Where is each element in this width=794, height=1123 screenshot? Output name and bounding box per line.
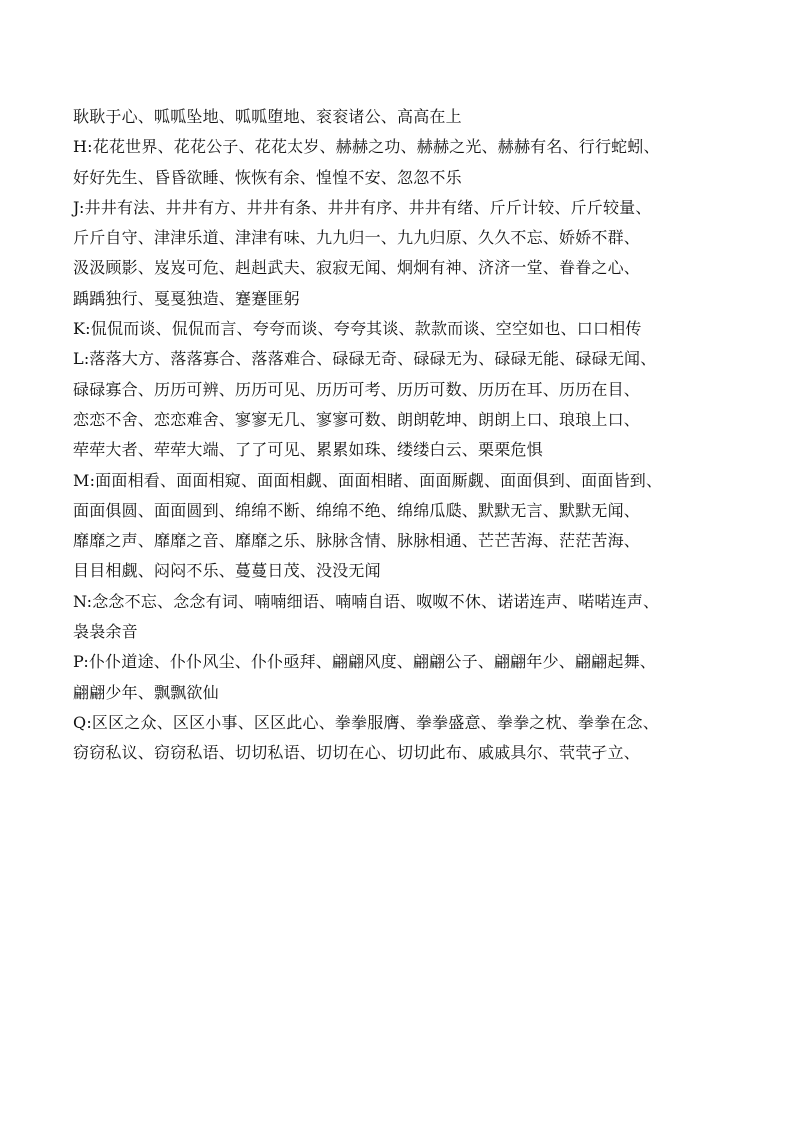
text-line: 面面俱圆、面面圆到、绵绵不断、绵绵不绝、绵绵瓜瓞、默默无言、默默无闻、 <box>73 500 641 520</box>
text-line: 汲汲顾影、岌岌可危、赳赳武夫、寂寂无闻、炯炯有神、济济一堂、眷眷之心、 <box>73 258 641 278</box>
text-line: 好好先生、昏昏欲睡、恢恢有余、惶惶不安、忽忽不乐 <box>73 167 462 187</box>
text-line: 踽踽独行、戛戛独造、蹇蹇匪躬 <box>73 288 300 308</box>
text-line: 碌碌寡合、历历可辨、历历可见、历历可考、历历可数、历历在耳、历历在目、 <box>73 379 641 399</box>
text-line: P:仆仆道途、仆仆风尘、仆仆亟拜、翩翩风度、翩翩公子、翩翩年少、翩翩起舞、 <box>73 652 656 672</box>
text-line: 翩翩少年、飘飘欲仙 <box>73 682 219 702</box>
text-line: H:花花世界、花花公子、花花太岁、赫赫之功、赫赫之光、赫赫有名、行行蛇蚓、 <box>73 137 660 157</box>
text-line: J:井井有法、井井有方、井井有条、井井有序、井井有绪、斤斤计较、斤斤较量、 <box>73 197 652 217</box>
text-line: 荦荦大者、荦荦大端、了了可见、累累如珠、缕缕白云、栗栗危惧 <box>73 440 543 460</box>
text-line: 恋恋不舍、恋恋难舍、寥寥无几、寥寥可数、朗朗乾坤、朗朗上口、琅琅上口、 <box>73 409 641 429</box>
text-line: Q:区区之众、区区小事、区区此心、拳拳服膺、拳拳盛意、拳拳之枕、拳拳在念、 <box>73 712 659 732</box>
text-line: 斤斤自守、津津乐道、津津有味、九九归一、九九归原、久久不忘、娇娇不群、 <box>73 228 641 248</box>
text-line: L:落落大方、落落寡合、落落难合、碌碌无奇、碌碌无为、碌碌无能、碌碌无闻、 <box>73 349 657 369</box>
text-line: 耿耿于心、呱呱坠地、呱呱堕地、衮衮诸公、高高在上 <box>73 107 462 126</box>
text-line: M:面面相看、面面相窥、面面相觑、面面相睹、面面厮觑、面面俱到、面面皆到、 <box>73 470 663 490</box>
text-line: 目目相觑、闷闷不乐、蔓蔓日茂、没没无闻 <box>73 561 381 581</box>
text-line: 窃窃私议、窃窃私语、切切私语、切切在心、切切此布、戚戚具尔、茕茕孑立、 <box>73 743 641 763</box>
document-body <box>73 102 743 769</box>
text-line: N:念念不忘、念念有词、喃喃细语、喃喃自语、呶呶不休、诺诺连声、喏喏连声、 <box>73 591 660 611</box>
text-line: 袅袅余音 <box>73 622 138 642</box>
text-line: K:侃侃而谈、侃侃而言、夸夸而谈、夸夸其谈、款款而谈、空空如也、口口相传 <box>73 319 642 339</box>
text-line: 靡靡之声、靡靡之音、靡靡之乐、脉脉含情、脉脉相通、芒芒苦海、茫茫苦海、 <box>73 531 641 551</box>
